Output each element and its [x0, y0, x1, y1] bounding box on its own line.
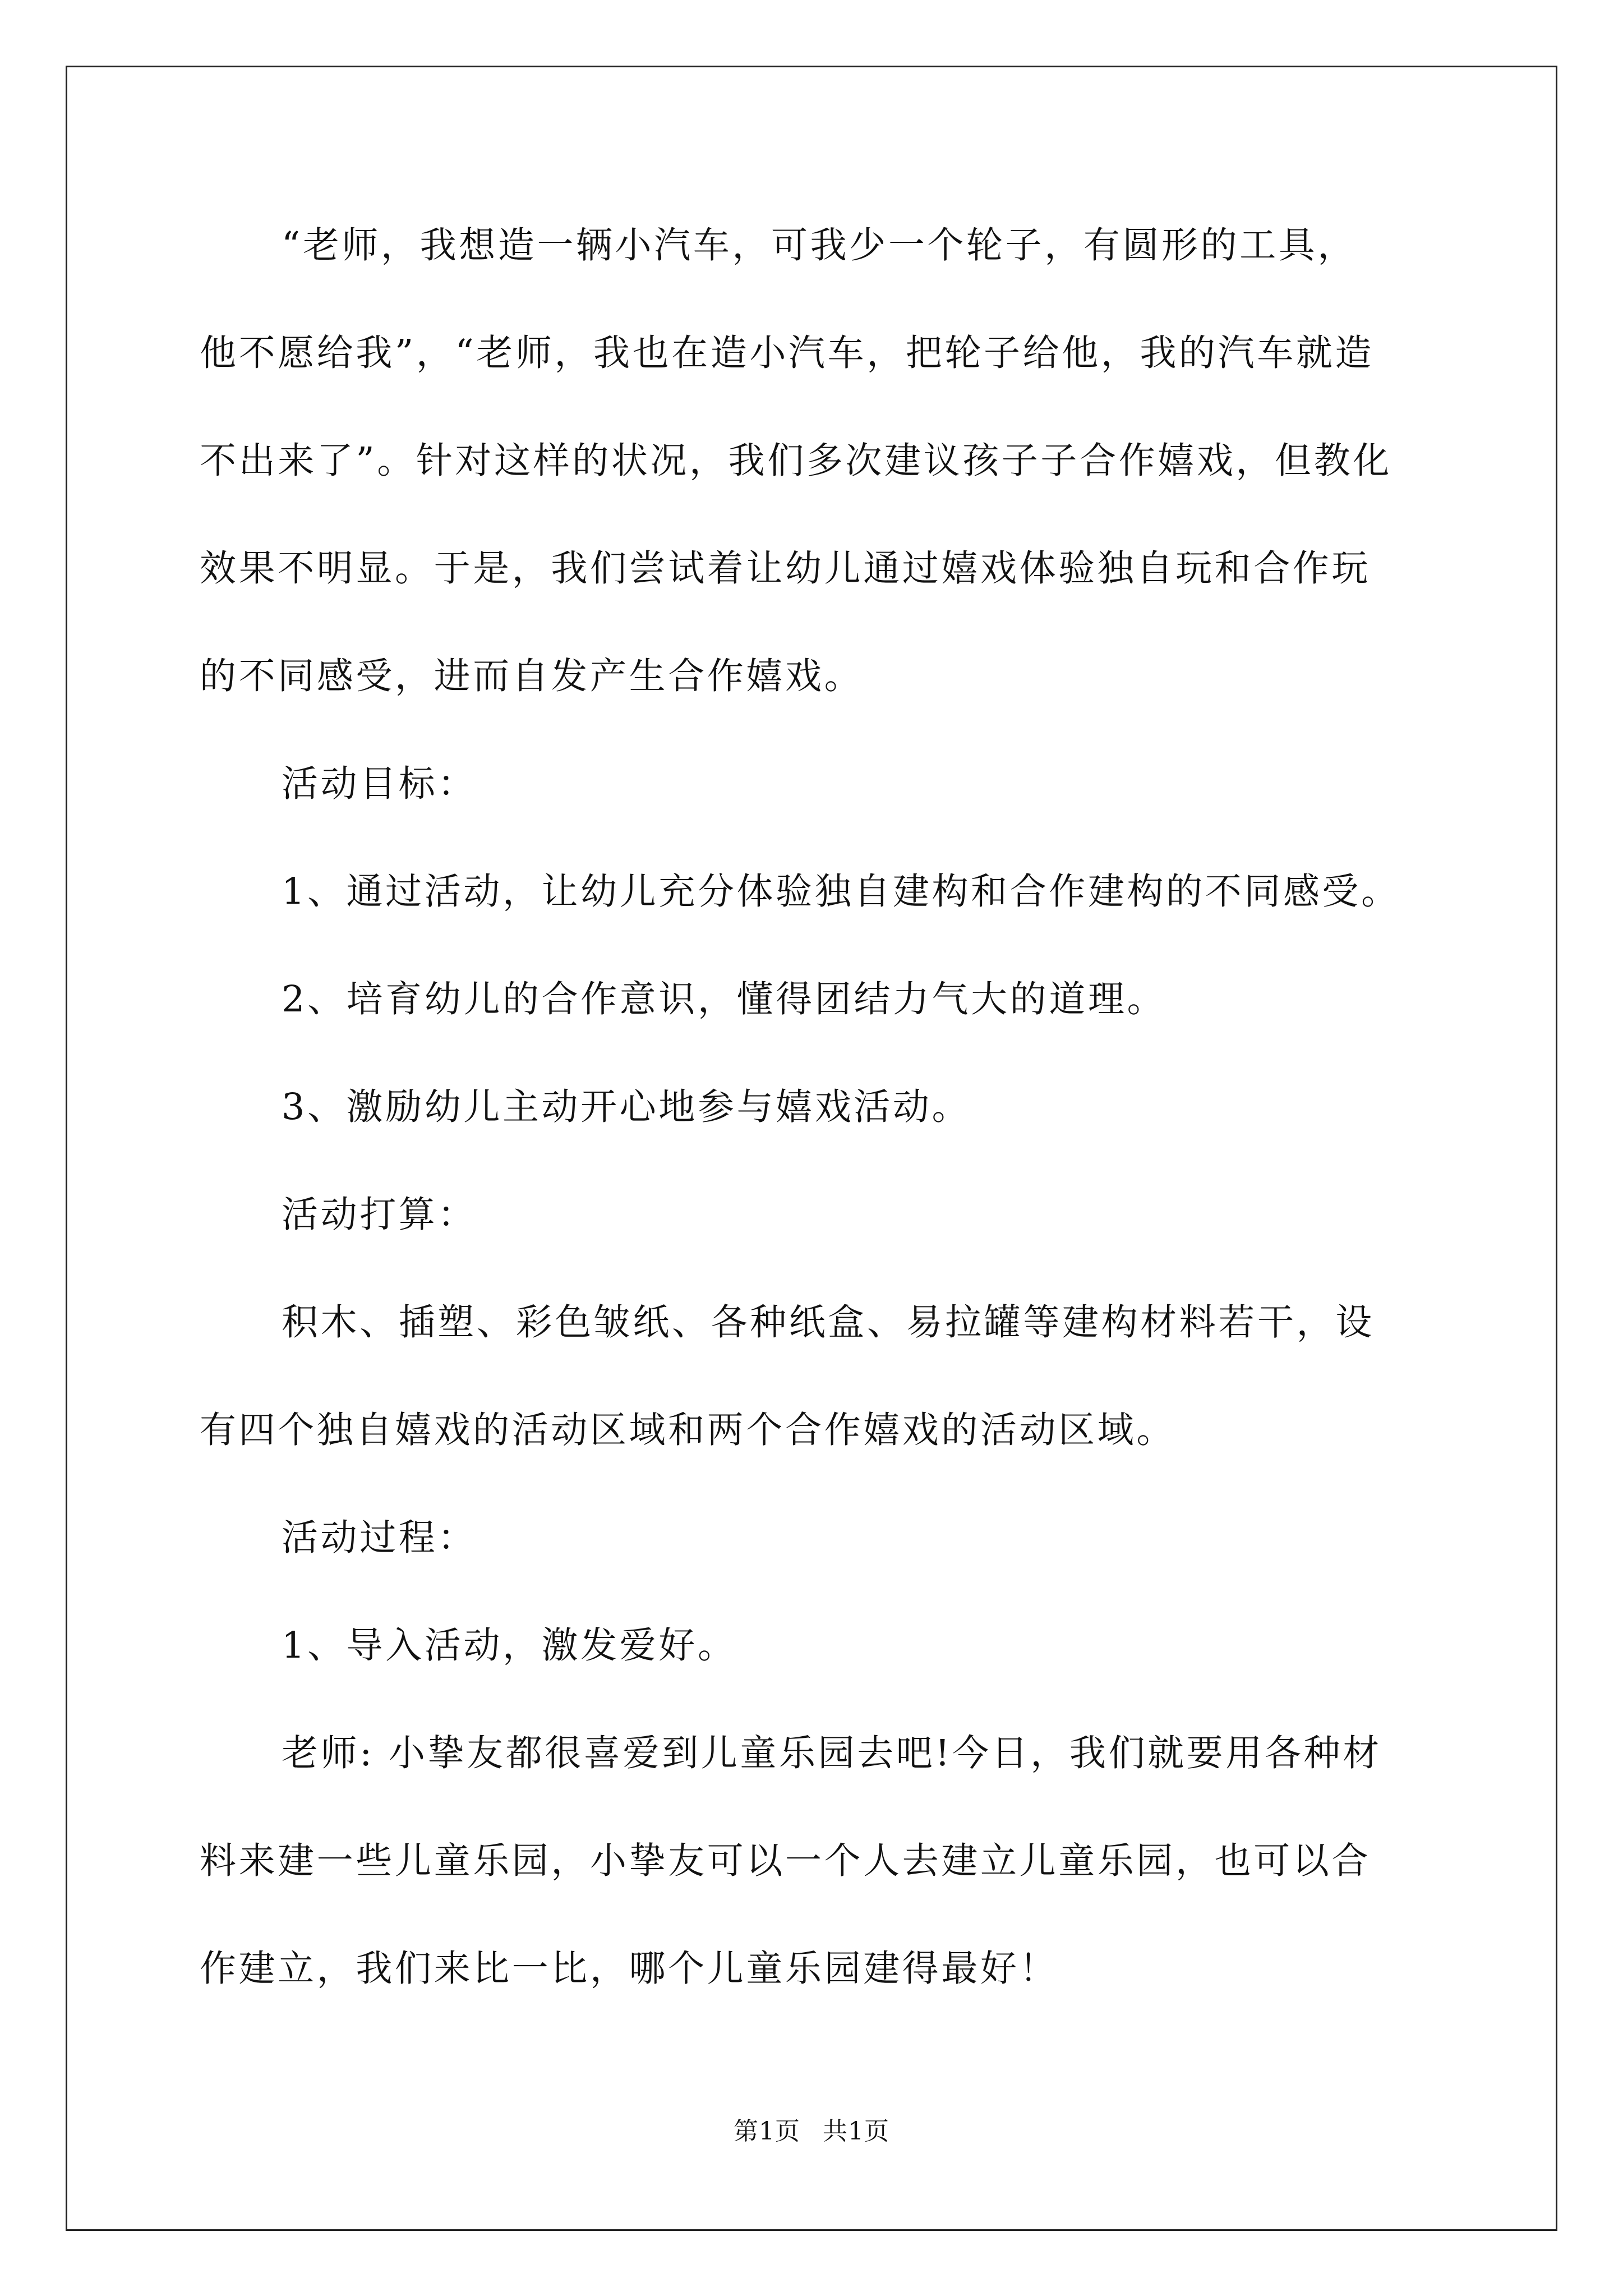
list-item: 3、激励幼儿主动开心地参与嬉戏活动。	[282, 1086, 971, 1128]
text-line: 有四个独自嬉戏的活动区域和两个合作嬉戏的活动区域。	[200, 1409, 1176, 1451]
text-line: 老师: 小挚友都很喜爱到儿童乐园去吧!今日，我们就要用各种材	[282, 1732, 1382, 1774]
section-heading-preparation: 活动打算：	[282, 1194, 477, 1236]
text-line: 效果不明显。于是，我们尝试着让幼儿通过嬉戏体验独自玩和合作玩	[200, 547, 1371, 590]
text-line: 料来建一些儿童乐园，小挚友可以一个人去建立儿童乐园，也可以合	[200, 1840, 1371, 1882]
page-footer	[0, 2115, 1623, 2148]
text-line: 的不同感受，进而自发产生合作嬉戏。	[200, 655, 864, 697]
page-number-total: 共1页	[823, 2117, 889, 2146]
text-line: 不出来了”。针对这样的状况，我们多次建议孩子子合作嬉戏，但教化	[200, 440, 1392, 482]
page-number-current: 第1页	[734, 2117, 800, 2146]
document-body	[200, 219, 1429, 2050]
list-item: 2、培育幼儿的合作意识，懂得团结力气大的道理。	[282, 978, 1166, 1020]
section-heading-process: 活动过程：	[282, 1517, 477, 1559]
text-line: 积木、插塑、彩色皱纸、各种纸盒、易拉罐等建构材料若干，设	[282, 1301, 1375, 1343]
list-item: 1、通过活动，让幼儿充分体验独自建构和合作建构的不同感受。	[282, 871, 1400, 913]
text-line: “老师，我想造一辆小汽车，可我少一个轮子，有圆形的工具，	[282, 224, 1357, 266]
text-line: 他不愿给我”，“老师，我也在造小汽车，把轮子给他，我的汽车就造	[200, 332, 1375, 374]
list-item: 1、导入活动，激发爱好。	[282, 1625, 737, 1667]
text-line: 作建立，我们来比一比，哪个儿童乐园建得最好！	[200, 1948, 1059, 1990]
section-heading-goals: 活动目标：	[282, 763, 477, 805]
